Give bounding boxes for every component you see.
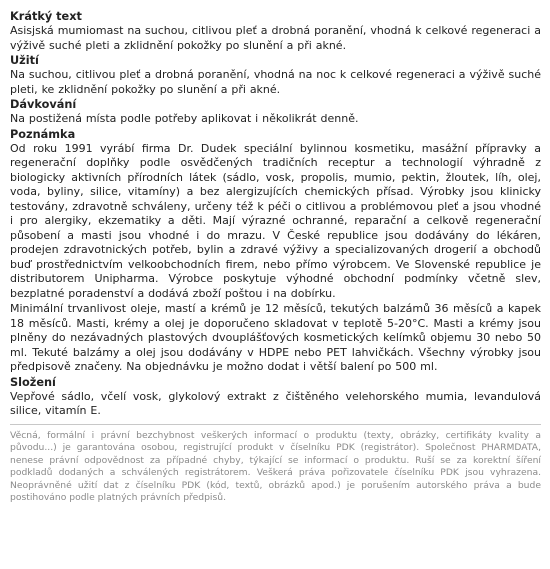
section-short-text — [10, 10, 541, 53]
section-heading: Složení — [10, 375, 56, 389]
section-heading: Krátký text — [10, 10, 82, 23]
legal-disclaimer: Věcná, formální i právní bezchybnost veškerých informací o produktu (texty, obrázky, certifikáty kvality a původu...) je garantována osobou, registrující produkt v číselníku PDK (registrátor). Společnost PHARMDATA, nenese právní odpovědnost za případné chyby, týkající se informací o produktu. Ruší se za korektní šíření podkladů dodaných a schválených registrátorem. Veškerá práva pořizovatele číselníku PDK jsou vyhrazena. Neoprávněné užití dat z číselníku PDK (kód, textů, obrázků apod.) je porušením autorského práva a bude postihováno podle platných právních předpisů. — [10, 424, 541, 506]
section-paragraph: Od roku 1991 vyrábí firma Dr. Dudek speciální bylinnou kosmetiku, masážní přípravky a regenerační doplňky podle osvědčených tradičních receptur a technologií výhradně z biologicky aktivních přírodních látek (sádlo, vosk, propolis, mumio, pektin, žloutek, líh, olej, voda, byliny, silice, vitamíny) a bez alergizujících chemických přísad. Výrobky jsou klinicky testovány, zdravotně schváleny, určeny též k péči o citlivou a problémovou pleť a jsou vhodné i pro alergiky, ekzematiky a děti. Mají výrazné ochranné, reparační a celkově regenerační působení a masti jsou vhodné i do mrazu. V České republice jsou dodávány do lékáren, prodejen zdravotnických potřeb, bylin a zdravé výživy a specializovaných drogerií a obchodů buď prostřednictvím velkoobchodních firem, nebo přímo výrobcem. Ve Slovenské republice je distributorem Unipharma. Výrobce poskytuje výhodné obchodní podmínky včetně slev, bezplatné poradenství a dodává zboží poštou i na dobírku. — [10, 141, 541, 300]
section-paragraph: Minimální trvanlivost oleje, mastí a krémů je 12 měsíců, tekutých balzámů 36 měsíců a kapek 18 měsíců. Masti, krémy a olej je doporučeno skladovat v teplotě 5-20°C. Masti a krémy jsou plněny do nezávadných plastových dvouplášťových kosmetických kelímků objemu 30 nebo 50 ml. Tekuté balzámy a olej jsou dodávány v HDPE nebo PET lahvičkách. Všechny výrobky jsou předpisově značeny. Na objednávku je možno dodat i větší balení po 500 ml. — [10, 302, 541, 373]
section-dosage — [10, 98, 541, 127]
section-text: Vepřové sádlo, včelí vosk, glykolový extrakt z čištěného velehorského mumia, levandulová silice, vitamín E. — [10, 389, 541, 417]
section-composition — [10, 376, 541, 419]
section-heading: Poznámka — [10, 127, 76, 141]
section-heading: Užití — [10, 54, 39, 67]
section-note — [10, 128, 541, 375]
section-usage — [10, 54, 541, 97]
section-heading: Dávkování — [10, 98, 77, 111]
section-text: Asisjská mumiomast na suchou, citlivou pleť a drobná poranění, vhodná k celkové regeneraci a výživě suché pleti a zklidnění pokožky po slunění a při akné. — [10, 24, 541, 52]
section-text: Na postižená místa podle potřeby aplikovat i několikrát denně. — [10, 112, 359, 125]
section-text: Na suchou, citlivou pleť a drobná poranění, vhodná na noc k celkové regeneraci a výživě suché pleti, ke zklidnění pokožky po slunění a při akné. — [10, 68, 541, 96]
